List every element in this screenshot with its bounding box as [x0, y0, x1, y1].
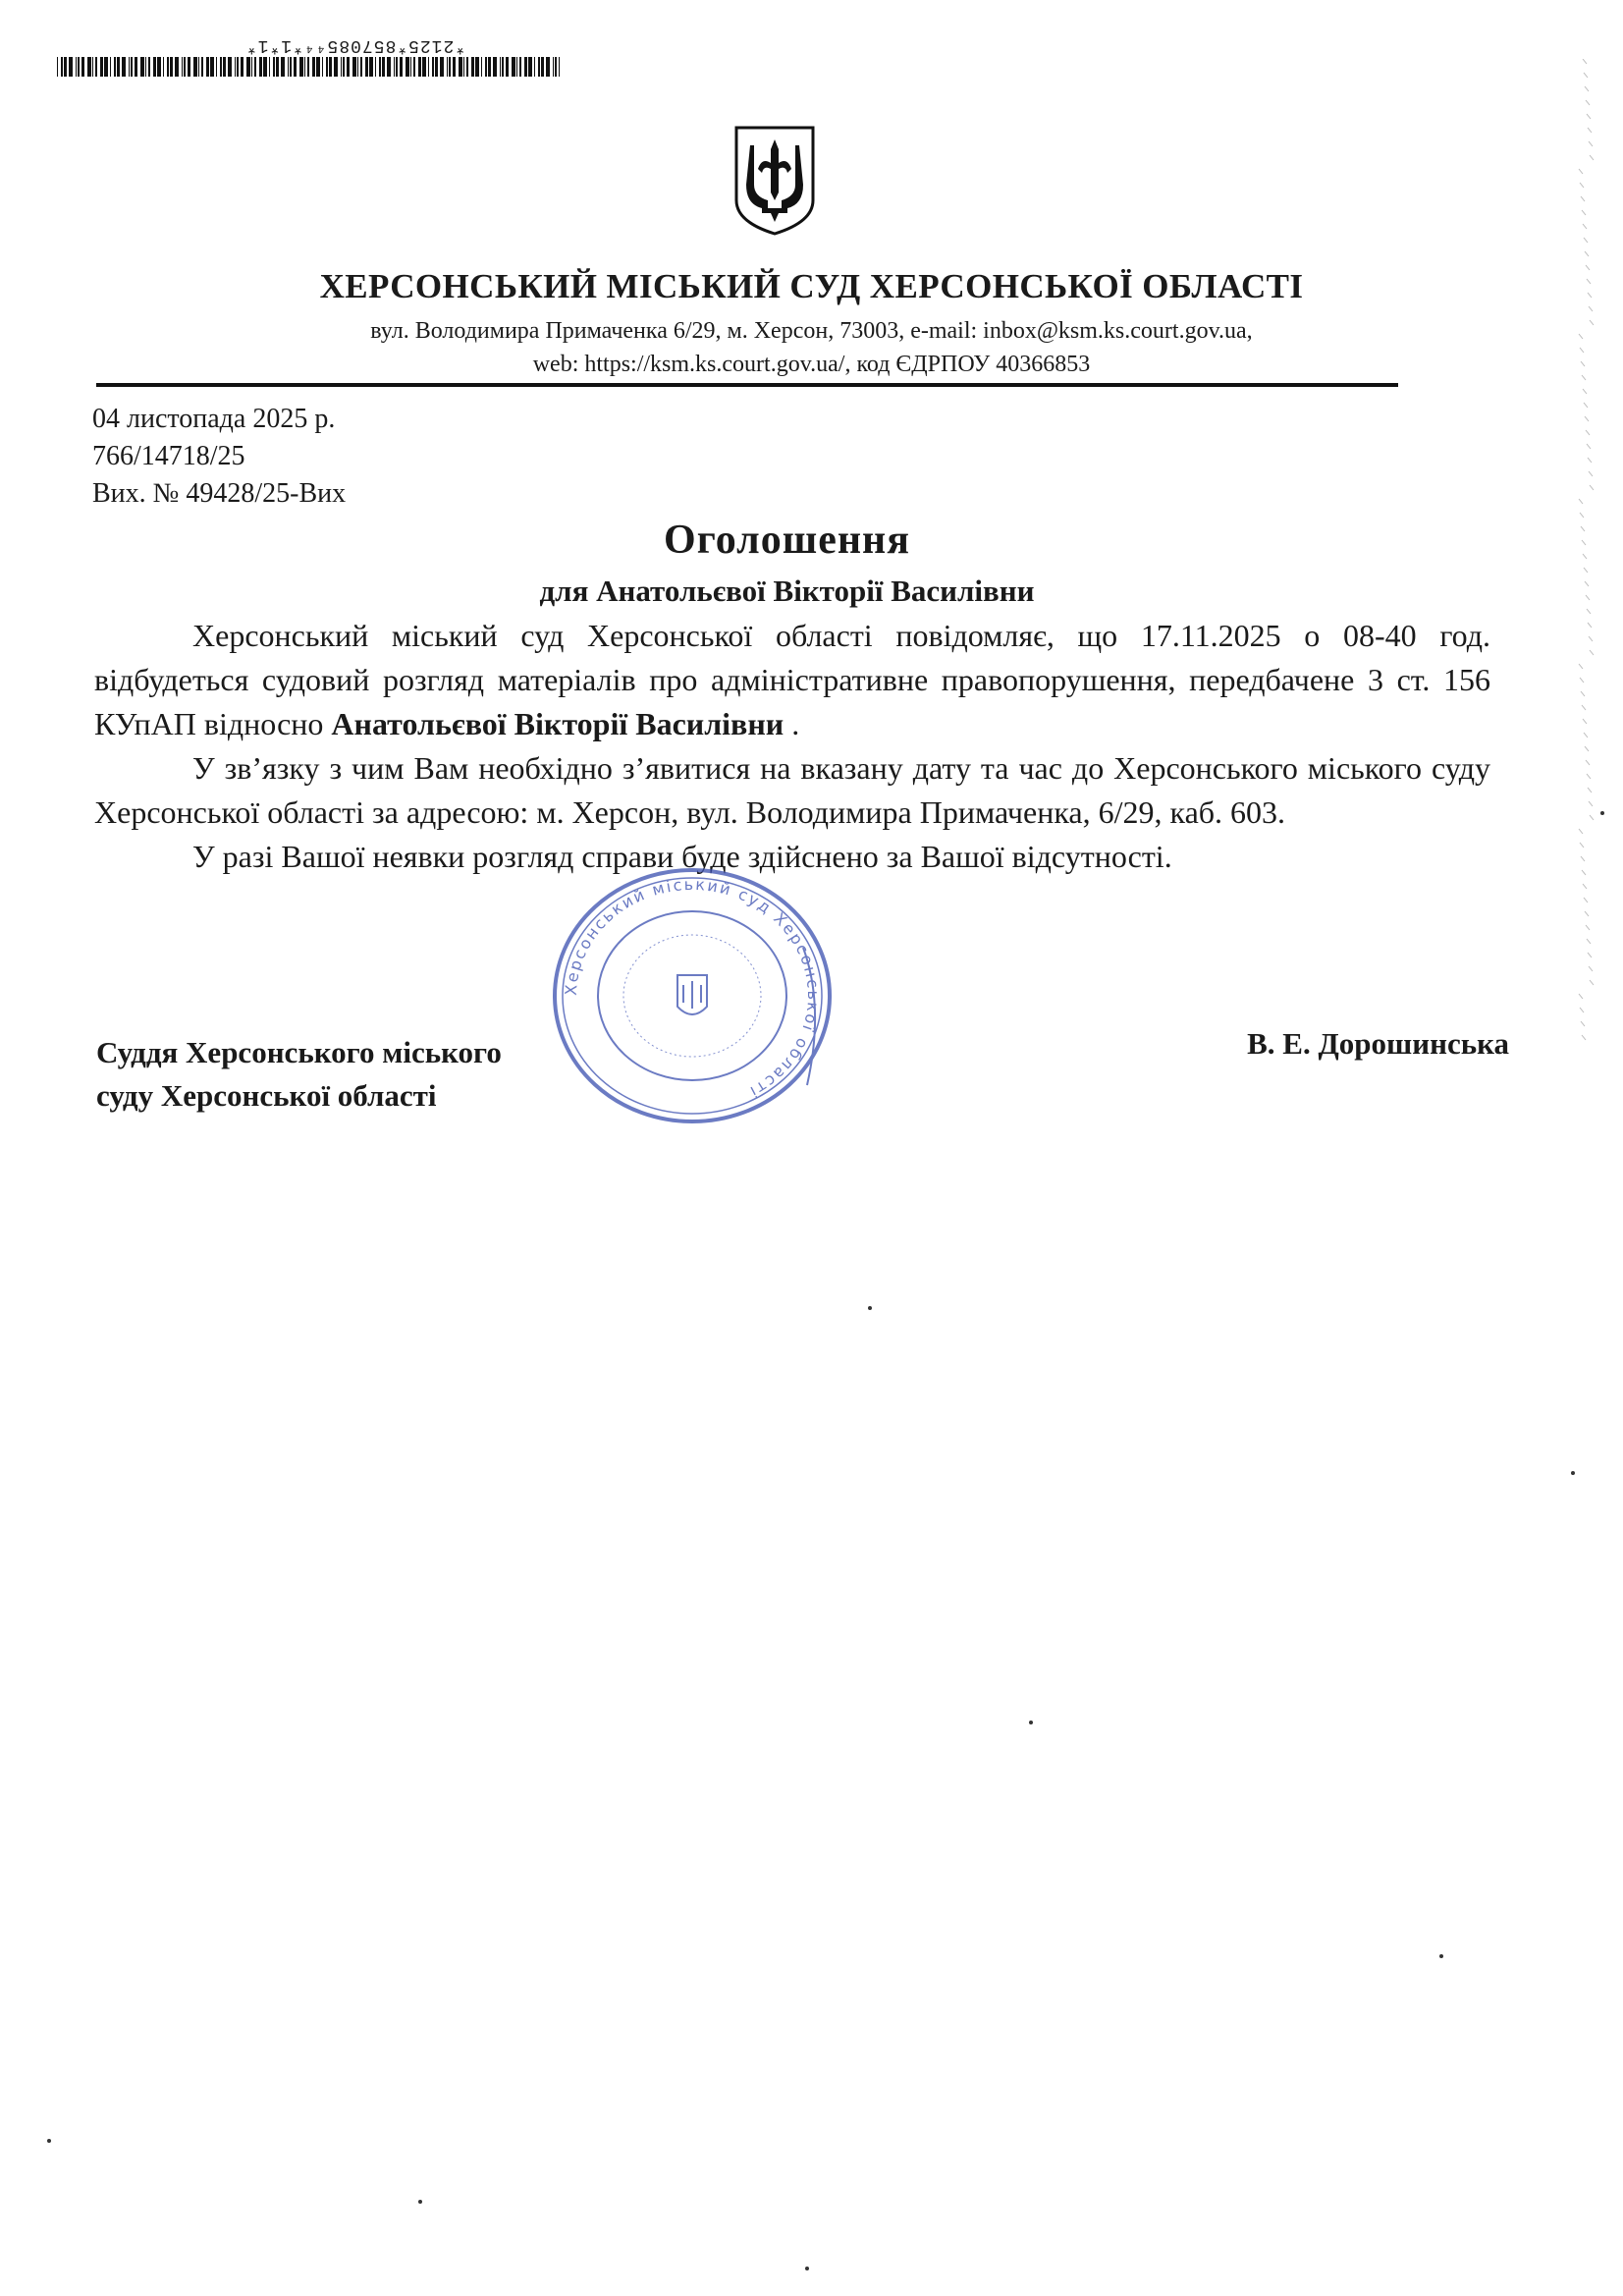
barcode-text: *2125*857085⁴⁴*1*1*	[244, 35, 466, 55]
barcode-bar	[406, 57, 409, 77]
barcode-bar	[304, 57, 305, 77]
barcode-bar	[488, 57, 491, 77]
barcode-bar	[334, 57, 338, 77]
barcode-bar	[365, 57, 368, 77]
scan-edge-mark	[1586, 595, 1590, 600]
barcode-bar	[175, 57, 179, 77]
scan-edge-mark	[1581, 196, 1585, 201]
barcode-bar	[410, 57, 411, 77]
barcode-bar	[235, 57, 236, 77]
scan-edge-mark	[1582, 210, 1586, 215]
scan-speck	[1600, 811, 1604, 815]
judge-position-line-2: суду Херсонської області	[96, 1078, 437, 1113]
scan-edge-mark	[1579, 664, 1583, 669]
scan-edge-mark	[1585, 746, 1589, 751]
outgoing-number: Вих. № 49428/25-Вих	[92, 478, 347, 509]
barcode-bar	[379, 57, 381, 77]
scan-edge-mark	[1590, 155, 1594, 160]
scan-edge-mark	[1590, 650, 1594, 655]
court-address	[0, 314, 1623, 381]
scan-edge-mark	[1583, 224, 1587, 229]
scan-edge-mark	[1584, 898, 1588, 902]
scan-edge-mark	[1583, 59, 1587, 64]
barcode-bar	[555, 57, 557, 77]
barcode-bar	[184, 57, 186, 77]
barcode-bar	[440, 57, 444, 77]
barcode-bar	[61, 57, 63, 77]
scan-edge-mark	[1579, 829, 1583, 834]
scan-edge-mark	[1585, 581, 1589, 586]
barcode-bar	[546, 57, 550, 77]
barcode-bar	[294, 57, 297, 77]
barcode-bar	[188, 57, 190, 77]
scan-edge-mark	[1587, 774, 1591, 779]
barcode-bar	[170, 57, 173, 77]
header-divider	[96, 383, 1398, 387]
barcode-bar	[110, 57, 111, 77]
barcode-bar	[475, 57, 479, 77]
barcode-bar	[375, 57, 376, 77]
scan-edge-mark	[1580, 843, 1584, 847]
scan-edge-mark	[1582, 870, 1586, 875]
barcode-bar	[87, 57, 91, 77]
scan-edge-mark	[1590, 980, 1594, 985]
barcode-bar	[95, 57, 97, 77]
barcode-bar	[237, 57, 239, 77]
paragraph-2: У зв’язку з чим Вам необхідно з’явитися на вказану дату та час до Херсонського міського суду Херсонської області за адресою: м. Херсон, вул. Володимира Примаченка, 6/29, каб. 603.	[94, 750, 1490, 830]
scan-edge-mark	[1583, 389, 1587, 394]
barcode-bar	[394, 57, 395, 77]
scan-edge-mark	[1590, 485, 1594, 490]
barcode-bar	[422, 57, 426, 77]
barcode-bar	[493, 57, 497, 77]
barcode-bar	[538, 57, 540, 77]
scan-edge-mark	[1581, 526, 1585, 531]
scan-edge-mark	[1586, 760, 1590, 765]
document-body	[94, 614, 1490, 879]
barcode-bar	[64, 57, 67, 77]
scan-edge-mark	[1585, 416, 1589, 421]
barcode-bar	[506, 57, 509, 77]
barcode-bar	[524, 57, 527, 77]
barcode-bar	[57, 57, 58, 77]
barcode-bar	[418, 57, 421, 77]
barcode-bar	[251, 57, 252, 77]
scan-edge-mark	[1583, 719, 1587, 724]
scan-speck	[418, 2200, 422, 2204]
scan-edge-mark	[1584, 403, 1588, 408]
scan-edge-mark	[1589, 966, 1593, 971]
scan-speck	[868, 1306, 872, 1310]
scan-edge-mark	[1587, 279, 1591, 284]
barcode-bar	[299, 57, 303, 77]
scan-edge-mark	[1586, 100, 1590, 105]
scan-edge-mark	[1589, 306, 1593, 311]
barcode-bar	[153, 57, 156, 77]
barcode-bar	[288, 57, 289, 77]
barcode-bar	[447, 57, 448, 77]
barcode-bar	[241, 57, 243, 77]
scan-edge-mark	[1580, 348, 1584, 353]
scan-speck	[47, 2139, 51, 2143]
scan-edge-mark	[1582, 540, 1586, 545]
scan-edge-mark	[1590, 320, 1594, 325]
scan-speck	[1439, 1954, 1443, 1958]
document-meta	[92, 401, 346, 513]
barcode-bar	[343, 57, 345, 77]
barcode-bar	[481, 57, 482, 77]
barcode-bar	[210, 57, 214, 77]
barcode-bar	[163, 57, 164, 77]
barcode-bar	[326, 57, 328, 77]
barcode-bar	[396, 57, 398, 77]
judge-position-line-1: Суддя Херсонського міського	[96, 1035, 502, 1069]
barcode-bar	[466, 57, 468, 77]
scan-edge-mark	[1583, 884, 1587, 889]
barcode-bar	[387, 57, 391, 77]
scan-edge-mark	[1590, 815, 1594, 820]
scan-edge-mark	[1587, 939, 1591, 944]
barcode-bar	[254, 57, 256, 77]
barcode-bar	[269, 57, 270, 77]
scan-edge-mark	[1579, 499, 1583, 504]
scan-edge-mark	[1585, 86, 1589, 91]
scan-edge-mark	[1582, 705, 1586, 710]
scan-edge-mark	[1583, 554, 1587, 559]
scan-edge-mark	[1584, 733, 1588, 738]
scan-edge-mark	[1587, 609, 1591, 614]
scan-edge-mark	[1588, 293, 1592, 298]
barcode-bar	[528, 57, 532, 77]
barcode-bar	[329, 57, 332, 77]
barcode-bar	[352, 57, 356, 77]
document-subtitle: для Анатольєвої Вікторії Василівни	[539, 574, 1035, 608]
scan-edge-mark	[1589, 141, 1593, 146]
barcode-bar	[157, 57, 161, 77]
barcode-bar	[100, 57, 103, 77]
judge-position	[96, 1031, 502, 1118]
scan-edge-mark	[1588, 128, 1592, 133]
scan-edge-mark	[1588, 458, 1592, 463]
scan-edge-mark	[1584, 73, 1588, 78]
scan-edge-mark	[1588, 623, 1592, 628]
scan-edge-mark	[1579, 994, 1583, 999]
paragraph-1-text: Херсонський міський суд Херсонської області повідомляє, що 17.11.2025 о 08-40 год. відбудеться судовий розгляд матеріалів про адміністративне правопорушення, передбачене 3 ст. 156 КУпАП відносно	[94, 618, 1490, 741]
tryzub-emblem-icon	[732, 124, 817, 238]
barcode-bar	[449, 57, 451, 77]
judge-name: В. Е. Дорошинська	[1247, 1026, 1509, 1061]
barcode-bar	[145, 57, 146, 77]
barcode-bar	[516, 57, 517, 77]
address-line-1: вул. Володимира Примаченка 6/29, м. Херсон, 73003, e-mail: inbox@ksm.ks.court.gov.ua,	[370, 318, 1253, 344]
barcode-bar	[382, 57, 385, 77]
scan-edge-mark	[1581, 691, 1585, 696]
barcode-bar	[400, 57, 403, 77]
paragraph-1-end: .	[784, 706, 800, 741]
barcode-bar	[206, 57, 209, 77]
barcode-bar	[140, 57, 144, 77]
barcode-bar	[485, 57, 487, 77]
scan-edge-mark	[1582, 375, 1586, 380]
case-number: 766/14718/25	[92, 441, 245, 471]
barcode-bar	[459, 57, 462, 77]
scan-edge-mark	[1589, 471, 1593, 476]
barcode-bar	[307, 57, 309, 77]
barcode-bar	[117, 57, 120, 77]
barcode-bar	[246, 57, 250, 77]
barcode-bar	[228, 57, 232, 77]
barcode-bar	[76, 57, 77, 77]
barcode-bar	[114, 57, 116, 77]
barcode-bar	[428, 57, 429, 77]
barcode-bar	[201, 57, 203, 77]
barcode-bar	[500, 57, 501, 77]
barcode-bar	[193, 57, 197, 77]
address-line-2: web: https://ksm.ks.court.gov.ua/, код ЄДРПОУ 40366853	[532, 352, 1091, 377]
barcode-bar	[534, 57, 535, 77]
scan-speck	[805, 2267, 809, 2270]
scan-edge-artefact	[1571, 59, 1600, 1041]
barcode-bar	[453, 57, 456, 77]
scan-edge-mark	[1581, 856, 1585, 861]
barcode	[57, 57, 560, 77]
barcode-bar	[276, 57, 279, 77]
barcode-bar	[559, 57, 560, 77]
barcode-bar	[129, 57, 130, 77]
scan-edge-mark	[1586, 430, 1590, 435]
barcode-bar	[360, 57, 362, 77]
scan-edge-mark	[1589, 636, 1593, 641]
barcode-bar	[463, 57, 464, 77]
barcode-bar	[316, 57, 320, 77]
barcode-bar	[220, 57, 222, 77]
barcode-bar	[413, 57, 415, 77]
barcode-bar	[69, 57, 73, 77]
barcode-bar	[471, 57, 474, 77]
barcode-bar	[435, 57, 438, 77]
barcode-bar	[341, 57, 342, 77]
barcode-bar	[104, 57, 108, 77]
barcode-bar	[347, 57, 350, 77]
scan-edge-mark	[1587, 114, 1591, 119]
scan-edge-mark	[1579, 169, 1583, 174]
paragraph-1	[94, 614, 1490, 746]
barcode-bar	[135, 57, 137, 77]
scan-edge-mark	[1587, 444, 1591, 449]
barcode-bar	[263, 57, 267, 77]
barcode-bar	[148, 57, 150, 77]
barcode-bar	[541, 57, 544, 77]
scan-edge-mark	[1581, 1021, 1585, 1026]
scan-edge-mark	[1580, 1008, 1584, 1012]
barcode-bar	[519, 57, 521, 77]
scan-edge-mark	[1584, 238, 1588, 243]
scan-edge-mark	[1588, 953, 1592, 957]
barcode-bar	[259, 57, 262, 77]
barcode-bar	[167, 57, 169, 77]
barcode-bar	[216, 57, 217, 77]
scan-edge-mark	[1581, 361, 1585, 366]
barcode-bar	[81, 57, 84, 77]
scan-edge-mark	[1582, 1035, 1586, 1040]
scan-speck	[1571, 1471, 1575, 1475]
court-name: ХЕРСОНСЬКИЙ МІСЬКИЙ СУД ХЕРСОНСЬКОЇ ОБЛАСТІ	[319, 267, 1304, 305]
scan-edge-mark	[1585, 911, 1589, 916]
barcode-bar	[131, 57, 133, 77]
barcode-bar	[312, 57, 315, 77]
scan-edge-mark	[1586, 925, 1590, 930]
barcode-bar	[322, 57, 323, 77]
barcode-bar	[357, 57, 358, 77]
scan-edge-mark	[1580, 513, 1584, 518]
barcode-bar	[369, 57, 373, 77]
scan-edge-mark	[1584, 568, 1588, 573]
court-stamp-icon	[530, 859, 854, 1132]
barcode-bar	[122, 57, 126, 77]
scan-edge-mark	[1585, 251, 1589, 256]
stamp-outer-text: Херсонський міський суд Херсонської області	[561, 874, 824, 1103]
barcode-bar	[198, 57, 199, 77]
barcode-bar	[553, 57, 554, 77]
barcode-bar	[182, 57, 183, 77]
addressee-name: Анатольєвої Вікторії Василівни	[331, 706, 784, 741]
scan-edge-mark	[1579, 334, 1583, 339]
barcode-bar	[273, 57, 275, 77]
scan-edge-mark	[1580, 183, 1584, 188]
barcode-bar	[512, 57, 515, 77]
scan-speck	[1029, 1721, 1033, 1724]
barcode-bar	[223, 57, 226, 77]
barcode-bar	[281, 57, 285, 77]
barcode-bar	[432, 57, 434, 77]
scan-edge-mark	[1589, 801, 1593, 806]
barcode-bar	[290, 57, 292, 77]
scan-edge-mark	[1586, 265, 1590, 270]
barcode-bar	[502, 57, 504, 77]
barcode-bar	[92, 57, 93, 77]
scan-edge-mark	[1588, 788, 1592, 793]
scan-edge-mark	[1580, 678, 1584, 683]
document-date: 04 листопада 2025 р.	[92, 404, 336, 434]
document-title: Оголошення	[664, 518, 910, 563]
barcode-bar	[78, 57, 80, 77]
paragraph-3: У разі Вашої неявки розгляд справи буде здійснено за Вашої відсутності.	[192, 839, 1172, 874]
